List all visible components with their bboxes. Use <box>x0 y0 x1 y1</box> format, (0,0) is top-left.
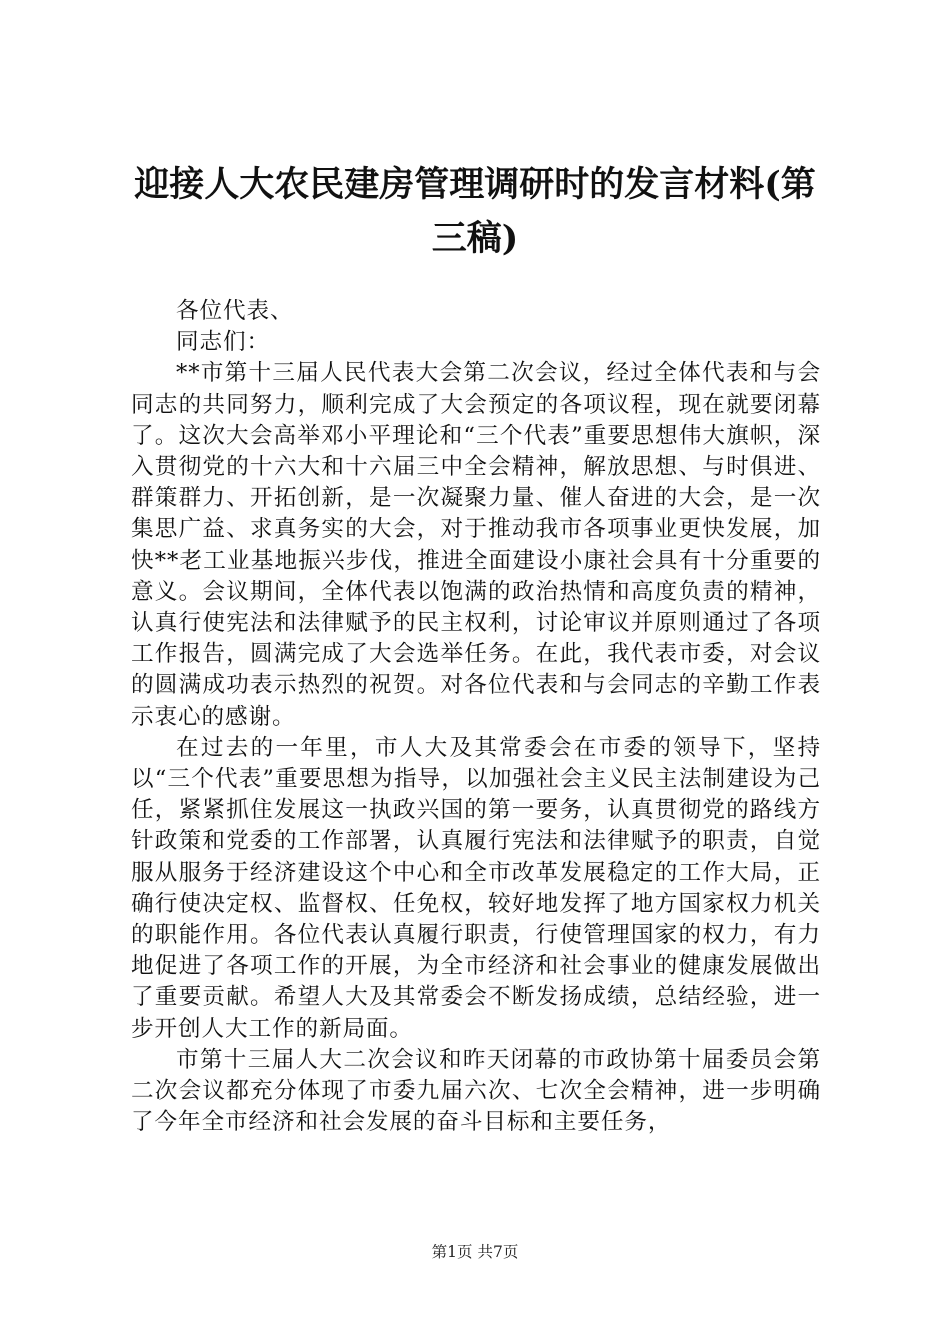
body-paragraph-1: **市第十三届人民代表大会第二次会议，经过全体代表和与会同志的共同努力，顺利完成了大会预定的各项议程，现在就要闭幕了。这次大会高举邓小平理论和“三个代表”重要思想伟大旗帜，深入贯彻党的十六大和十六届三中全会精神，解放思想、与时俱进、群策群力、开拓创新，是一次凝聚力量、催人奋进的大会，是一次集思广益、求真务实的大会，对于推动我市各项事业更快发展，加快**老工业基地振兴步伐，推进全面建设小康社会具有十分重要的意义。会议期间，全体代表以饱满的政治热情和高度负责的精神，认真行使宪法和法律赋予的民主权利，讨论审议并原则通过了各项工作报告，圆满完成了大会选举任务。在此，我代表市委，对会议的圆满成功表示热烈的祝贺。对各位代表和与会同志的辛勤工作表示衷心的感谢。 <box>131 360 821 730</box>
page-footer-indicator: 第1页 共7页 <box>431 1243 519 1261</box>
salutation-line-2: 同志们： <box>176 329 270 356</box>
document-body <box>131 296 821 1138</box>
body-paragraph-3: 市第十三届人大二次会议和昨天闭幕的市政协第十届委员会第二次会议都充分体现了市委九届六次、七次全会精神，进一步明确了今年全市经济和社会发展的奋斗目标和主要任务， <box>131 1046 821 1136</box>
salutation-line-1: 各位代表、 <box>176 298 294 324</box>
body-paragraph-2: 在过去的一年里，市人大及其常委会在市委的领导下，坚持以“三个代表”重要思想为指导，以加强社会主义民主法制建设为己任，紧紧抓住发展这一执政兴国的第一要务，认真贯彻党的路线方针政策和党委的工作部署，认真履行宪法和法律赋予的职责，自觉服从服务于经济建设这个中心和全市改革发展稳定的工作大局，正确行使决定权、监督权、任免权，较好地发挥了地方国家权力机关的职能作用。各位代表认真履行职责，行使管理国家的权力，有力地促进了各项工作的开展，为全市经济和社会事业的健康发展做出了重要贡献。希望人大及其常委会不断发扬成绩，总结经验，进一步开创人大工作的新局面。 <box>131 734 821 1042</box>
document-title: 迎接人大农民建房管理调研时的发言材料(第三稿) <box>134 164 816 259</box>
